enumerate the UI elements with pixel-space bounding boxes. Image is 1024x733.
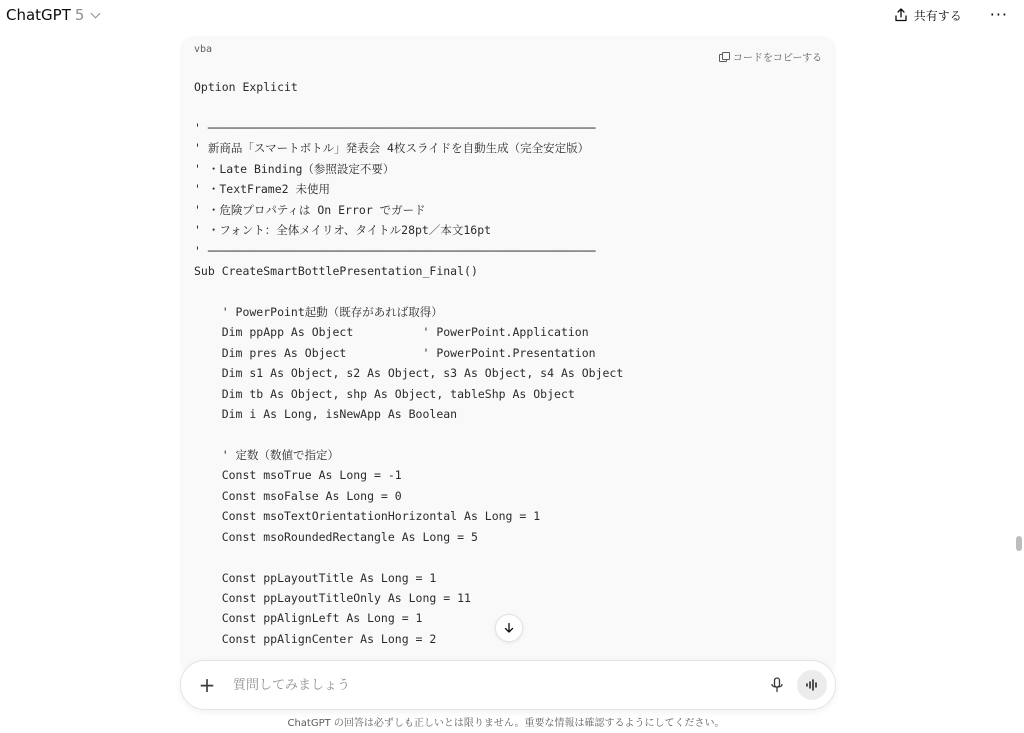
- dictate-button[interactable]: [763, 671, 791, 699]
- code-line: Const ppAlignLeft As Long = 1: [194, 611, 423, 626]
- top-actions: [894, 7, 1018, 24]
- code-line: Const msoFalse As Long = 0: [194, 488, 402, 503]
- model-version: 5: [74, 6, 85, 24]
- code-block-header: [180, 36, 836, 64]
- code-line: [194, 281, 824, 301]
- code-line: Const ppAlignCenter As Long = 2: [194, 631, 437, 646]
- code-line: ' 定数（数値で指定）: [194, 447, 340, 462]
- message-composer: [180, 660, 836, 710]
- code-line: ' ────────────────────────────────────────────────────────: [194, 120, 596, 135]
- code-line: Dim tb As Object, shp As Object, tableShp As Object: [194, 386, 575, 401]
- code-line: Dim i As Long, isNewApp As Boolean: [194, 407, 458, 421]
- code-line: Const msoTextOrientationHorizontal As Long = 1: [194, 509, 541, 524]
- top-bar: [0, 0, 1024, 30]
- code-line: ' ・フォント：全体メイリオ、タイトル28pt／本文16pt: [194, 223, 492, 238]
- code-line: Const ppLayoutTitle As Long = 1: [194, 570, 437, 585]
- code-line: Dim pres As Object ' PowerPoint.Presentation: [194, 345, 596, 360]
- code-line: Option Explicit: [194, 80, 298, 94]
- model-selector[interactable]: [6, 6, 101, 24]
- code-line: ' PowerPoint起動（既存があれば取得）: [194, 304, 443, 319]
- more-options-button[interactable]: ···: [989, 5, 1008, 24]
- disclaimer-text: ChatGPT の回答は必ずしも正しいとは限りません。重要な情報は確認するようにしてください。: [287, 718, 725, 729]
- copy-code-button[interactable]: [719, 49, 822, 64]
- code-line: ' ・TextFrame2 未使用: [194, 182, 331, 197]
- code-line: [194, 424, 824, 444]
- microphone-icon: [770, 677, 784, 693]
- share-button[interactable]: [894, 7, 962, 24]
- arrow-down-icon: [503, 622, 515, 634]
- code-line: Dim s1 As Object, s2 As Object, s3 As Object, s4 As Object: [194, 366, 624, 381]
- voice-mode-button[interactable]: [797, 670, 827, 700]
- voice-waveform-icon: [805, 679, 819, 691]
- prompt-input[interactable]: [231, 677, 763, 694]
- copy-icon: [719, 52, 728, 61]
- plus-icon[interactable]: +: [198, 673, 216, 697]
- share-upload-icon: [894, 8, 908, 22]
- code-line: Dim ppApp As Object ' PowerPoint.Application: [194, 325, 589, 340]
- scrollbar-thumb[interactable]: [1016, 536, 1022, 551]
- code-line: Const msoTrue As Long = -1: [194, 468, 402, 483]
- code-content: [194, 77, 824, 649]
- copy-code-label: コードをコピーする: [732, 52, 822, 64]
- code-line: Sub CreateSmartBottlePresentation_Final(): [194, 263, 478, 278]
- code-line: [194, 547, 824, 567]
- code-line: ' 新商品「スマートボトル」発表会 4枚スライドを自動生成（完全安定版）: [194, 141, 590, 156]
- code-block: [180, 36, 836, 676]
- code-line: ' ────────────────────────────────────────────────────────: [194, 243, 596, 258]
- code-line: ' ・Late Binding（参照設定不要）: [194, 161, 395, 176]
- code-language-label: vba: [194, 43, 213, 55]
- model-name: ChatGPT: [6, 6, 71, 24]
- chevron-down-icon: [91, 8, 101, 18]
- code-line: [194, 97, 824, 117]
- share-label: 共有する: [913, 8, 962, 23]
- scroll-to-bottom-button[interactable]: [495, 614, 523, 642]
- code-line: ' ・危険プロパティは On Error でガード: [194, 202, 426, 217]
- code-line: Const ppLayoutTitleOnly As Long = 11: [194, 590, 471, 605]
- code-line: Const msoRoundedRectangle As Long = 5: [194, 529, 478, 544]
